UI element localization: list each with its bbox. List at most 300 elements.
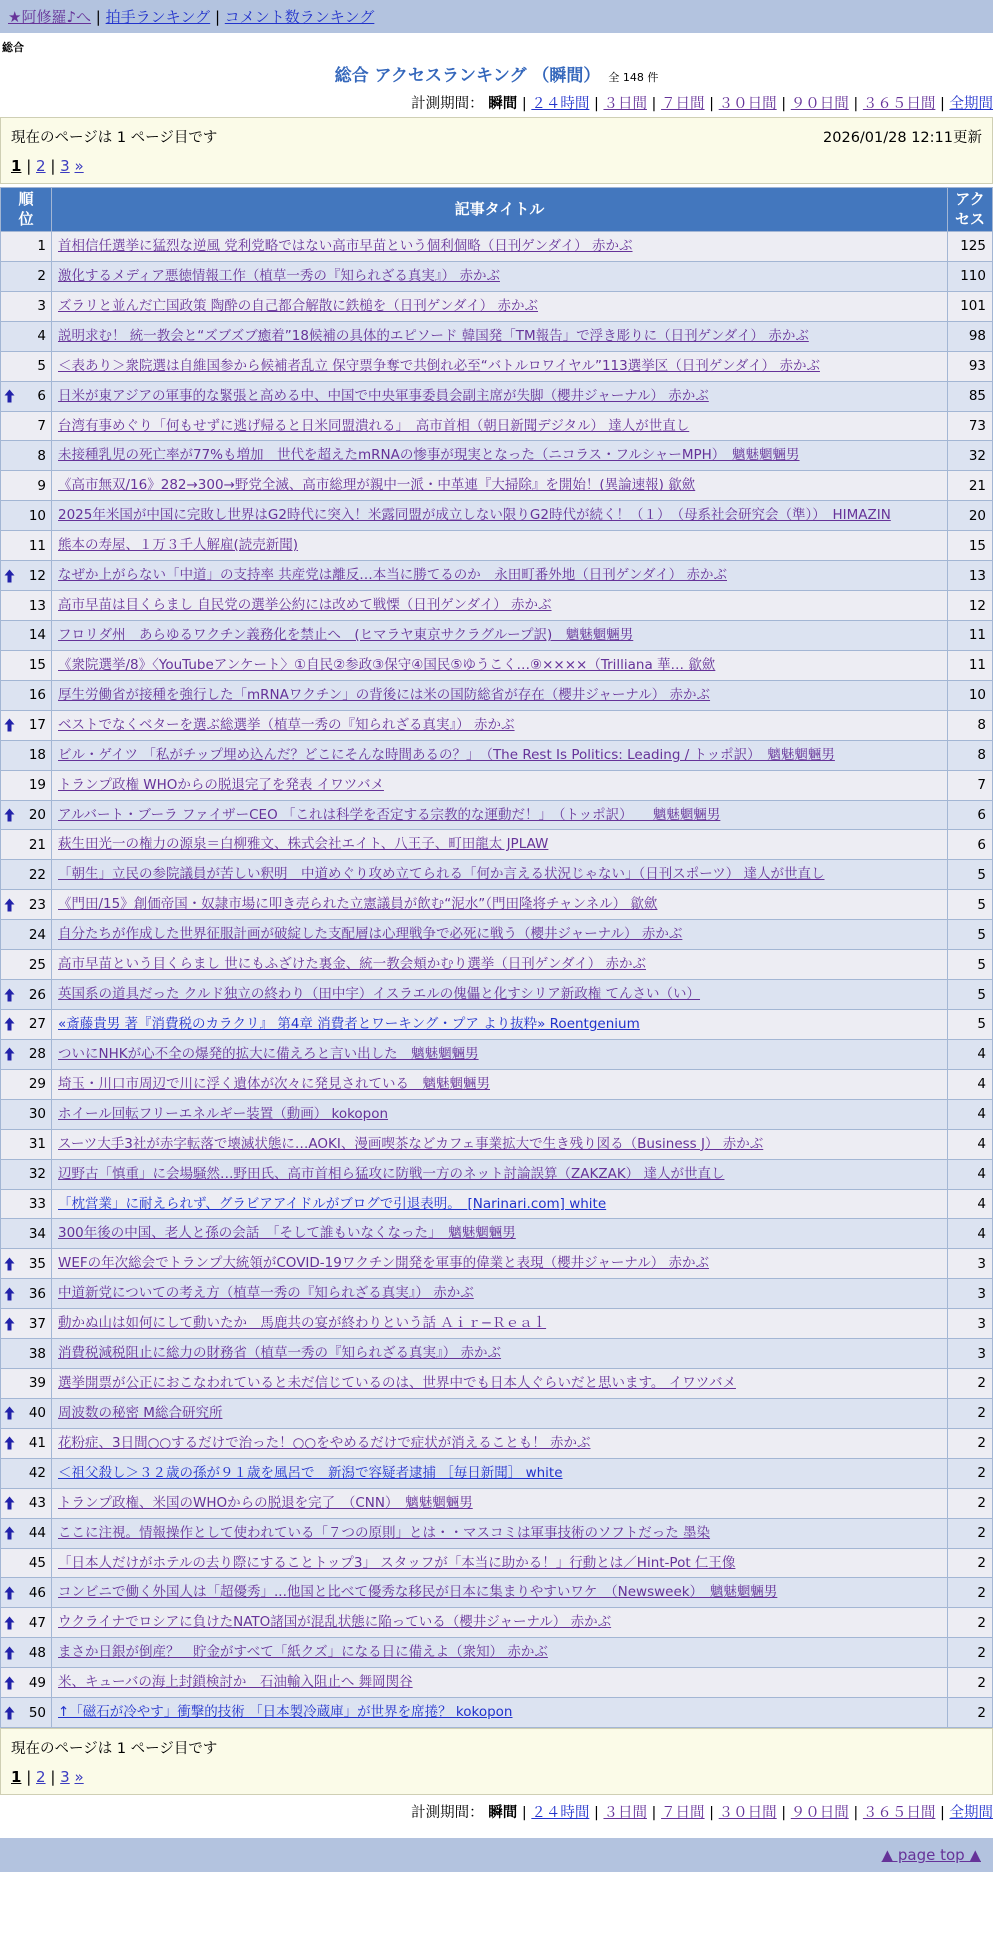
rank-number: 35 bbox=[28, 1255, 46, 1272]
article-link[interactable]: 300年後の中国、老人と孫の会話 「そして誰もいなくなった」 魑魅魍魎男 bbox=[58, 1225, 516, 1242]
page-top-link[interactable]: ▲ page top ▲ bbox=[881, 1846, 981, 1865]
access-count: 2 bbox=[948, 1548, 993, 1578]
article-link[interactable]: 台湾有事めぐり「何もせずに逃げ帰ると日米同盟潰れる」 高市首相（朝日新聞デジタル） 達人が世直し bbox=[58, 417, 690, 434]
rank-cell bbox=[1, 890, 52, 920]
table-row bbox=[1, 232, 993, 262]
table-row bbox=[1, 830, 993, 860]
table-row bbox=[1, 950, 993, 980]
rank-cell bbox=[1, 561, 52, 591]
rank-cell bbox=[1, 1189, 52, 1219]
access-count: 32 bbox=[948, 441, 993, 471]
article-link[interactable]: フロリダ州 あらゆるワクチン義務化を禁止へ (ヒマラヤ東京サクラグループ訳) 魑魅魍魎男 bbox=[58, 626, 634, 643]
title-cell bbox=[52, 620, 948, 650]
rank-cell bbox=[1, 471, 52, 501]
rank-number: 47 bbox=[28, 1614, 46, 1631]
separator: | bbox=[935, 1805, 950, 1822]
up-arrow-icon bbox=[4, 1706, 15, 1719]
rank-column-header: 順位 bbox=[18, 190, 34, 228]
rank-number: 16 bbox=[28, 687, 46, 704]
access-count: 98 bbox=[948, 321, 993, 351]
period-link[interactable]: ３６５日間 bbox=[862, 1805, 936, 1822]
rank-number: 50 bbox=[28, 1704, 46, 1721]
article-link[interactable]: まさか日銀が倒産？ 貯金がすべて「紙クズ」になる日に備えよ（衆知） 赤かぶ bbox=[58, 1644, 548, 1661]
title-cell bbox=[52, 1398, 948, 1428]
title-cell bbox=[52, 441, 948, 471]
separator: | bbox=[517, 1805, 532, 1822]
article-link[interactable]: 英国系の道具だった クルド独立の終わり（田中宇）イスラエルの傀儡と化すシリア新政権 てんさい（い） bbox=[58, 986, 701, 1003]
rank-cell bbox=[1, 232, 52, 262]
article-link[interactable]: アルバート・ブーラ ファイザーCEO 「これは科学を否定する宗教的な運動だ！」 （トッポ訳） 魑魅魍魎男 bbox=[58, 806, 721, 823]
period-link[interactable]: 全期間 bbox=[949, 1805, 993, 1822]
title-cell bbox=[52, 1129, 948, 1159]
title-cell bbox=[52, 591, 948, 621]
table-row bbox=[1, 650, 993, 680]
rank-cell bbox=[1, 1099, 52, 1129]
article-link[interactable]: «斎藤貴男 著『消費税のカラクリ』 第4章 消費者とワーキング・プア より抜粋» Roentgenium bbox=[58, 1015, 640, 1032]
pagination-link[interactable]: 2 bbox=[36, 157, 46, 175]
table-row bbox=[1, 1369, 993, 1399]
rank-number: 26 bbox=[28, 986, 46, 1003]
table-row bbox=[1, 620, 993, 650]
rank-number: 3 bbox=[37, 298, 46, 315]
access-count: 125 bbox=[948, 232, 993, 262]
separator: | bbox=[517, 96, 532, 112]
article-link[interactable]: 花粉症、3日間○○するだけで治った！○○をやめるだけで症状が消えることも！ 赤かぶ bbox=[58, 1434, 591, 1451]
period-link[interactable]: ３日間 bbox=[603, 1805, 647, 1822]
article-link[interactable]: 「日本人だけがホテルの去り際にすることトップ3」 スタッフが「本当に助かる！」行動とは／Hint-Pot 仁王像 bbox=[58, 1554, 736, 1571]
article-link[interactable]: 辺野古「慎重」に会場騒然…野田氏、高市首相ら猛攻に防戦一方のネット討論誤算（ZAKZAK） 達人が世直し bbox=[58, 1165, 725, 1182]
table-row bbox=[1, 1458, 993, 1488]
period-current: 瞬間 bbox=[488, 96, 518, 112]
rank-cell bbox=[1, 830, 52, 860]
rank-cell bbox=[1, 920, 52, 950]
access-count: 4 bbox=[948, 1159, 993, 1189]
rank-number: 41 bbox=[28, 1435, 46, 1452]
article-link[interactable]: 選挙開票が公正におこなわれていると未だ信じているのは、世界中でも日本人ぐらいだと思います。 イワツバメ bbox=[58, 1375, 736, 1392]
access-count: 2 bbox=[948, 1369, 993, 1399]
article-link[interactable]: 埼玉・川口市周辺で川に浮く遺体が次々に発見されている 魑魅魍魎男 bbox=[58, 1075, 490, 1092]
period-link[interactable]: ３０日間 bbox=[718, 96, 777, 112]
rank-number: 28 bbox=[28, 1046, 46, 1063]
table-row bbox=[1, 501, 993, 531]
access-count: 85 bbox=[948, 381, 993, 411]
access-count: 2 bbox=[948, 1518, 993, 1548]
article-link[interactable]: ホイール回転フリーエネルギー装置（動画） kokopon bbox=[58, 1105, 389, 1122]
pagination-next-link[interactable]: » bbox=[74, 157, 84, 175]
up-arrow-icon bbox=[4, 1527, 15, 1540]
access-count: 110 bbox=[948, 261, 993, 291]
article-link[interactable]: 動かぬ山は如何にして動いたか 馬鹿共の宴が終わりという話 Ａｉｒ−Ｒｅａｌ bbox=[58, 1315, 547, 1332]
title-cell bbox=[52, 1638, 948, 1668]
rank-cell bbox=[1, 1548, 52, 1578]
article-link[interactable]: トランプ政権 WHOからの脱退完了を発表 イワツバメ bbox=[58, 776, 384, 793]
table-row bbox=[1, 1309, 993, 1339]
article-link[interactable]: 周波数の秘密 M総合研究所 bbox=[58, 1404, 223, 1421]
rank-number: 39 bbox=[28, 1375, 46, 1392]
title-cell bbox=[52, 1578, 948, 1608]
up-arrow-icon bbox=[4, 1287, 15, 1300]
rank-number: 49 bbox=[28, 1674, 46, 1691]
up-arrow-icon bbox=[4, 1048, 15, 1061]
access-count: 11 bbox=[948, 620, 993, 650]
rank-cell bbox=[1, 591, 52, 621]
separator: | bbox=[646, 1805, 662, 1822]
title-cell bbox=[52, 800, 948, 830]
up-arrow-icon bbox=[4, 988, 15, 1001]
up-arrow-icon bbox=[4, 1646, 15, 1659]
table-row bbox=[1, 1159, 993, 1189]
rank-cell bbox=[1, 620, 52, 650]
up-arrow-icon bbox=[4, 569, 15, 582]
rank-number: 17 bbox=[28, 717, 46, 734]
access-count: 20 bbox=[948, 501, 993, 531]
title-cell bbox=[52, 1428, 948, 1458]
rank-number: 8 bbox=[37, 447, 46, 464]
period-link[interactable]: ７日間 bbox=[661, 1805, 705, 1822]
rank-number: 24 bbox=[28, 926, 46, 943]
article-link[interactable]: 「枕営業」に耐えられず、グラビアアイドルがブログで引退表明。 [Narinari.com] white bbox=[58, 1195, 607, 1212]
nav-link[interactable]: 拍手ランキング bbox=[105, 8, 211, 26]
access-count: 7 bbox=[948, 770, 993, 800]
rank-number: 15 bbox=[28, 657, 46, 674]
article-link[interactable]: 日米が東アジアの軍事的な緊張と高める中、中国で中央軍事委員会副主席が失脚（櫻井ジャーナル） 赤かぶ bbox=[58, 387, 709, 404]
separator: | bbox=[704, 1805, 719, 1822]
rank-number: 13 bbox=[28, 597, 46, 614]
title-cell bbox=[52, 291, 948, 321]
article-link[interactable]: 激化するメディア悪徳情報工作（植草一秀の『知られざる真実』） 赤かぶ bbox=[58, 267, 500, 284]
article-link[interactable]: 未接種乳児の死亡率が77%も増加 世代を超えたmRNAの惨事が現実となった（ニコラス・フルシャーMPH） 魑魅魍魎男 bbox=[58, 447, 800, 464]
period-link[interactable]: ３日間 bbox=[603, 96, 647, 112]
title-cell bbox=[52, 1488, 948, 1518]
rank-cell bbox=[1, 980, 52, 1010]
rank-cell bbox=[1, 531, 52, 561]
period-link[interactable]: ２４時間 bbox=[531, 96, 590, 112]
title-cell bbox=[52, 920, 948, 950]
article-link[interactable]: トランプ政権、米国のWHOからの脱退を完了 （CNN） 魑魅魍魎男 bbox=[58, 1494, 473, 1511]
rank-cell bbox=[1, 770, 52, 800]
access-count: 101 bbox=[948, 291, 993, 321]
rank-number: 29 bbox=[28, 1076, 46, 1093]
table-row bbox=[1, 860, 993, 890]
table-row bbox=[1, 1578, 993, 1608]
rank-cell bbox=[1, 710, 52, 740]
title-cell bbox=[52, 1249, 948, 1279]
title-cell bbox=[52, 1369, 948, 1399]
title-cell bbox=[52, 1039, 948, 1069]
separator: | bbox=[91, 8, 106, 26]
period-links bbox=[517, 96, 993, 112]
title-cell bbox=[52, 381, 948, 411]
rank-cell bbox=[1, 1129, 52, 1159]
period-link[interactable]: ７日間 bbox=[661, 96, 705, 112]
separator: | bbox=[935, 96, 950, 112]
access-count: 15 bbox=[948, 531, 993, 561]
current-page-text-bottom: 現在のページは 1 ページ目です bbox=[11, 1741, 218, 1758]
separator: | bbox=[45, 157, 61, 175]
nav-link[interactable]: コメント数ランキング bbox=[224, 8, 375, 26]
access-count: 2 bbox=[948, 1488, 993, 1518]
title-cell bbox=[52, 1668, 948, 1698]
separator: | bbox=[776, 96, 791, 112]
period-link[interactable]: 全期間 bbox=[949, 96, 993, 112]
table-row bbox=[1, 1668, 993, 1698]
title-cell bbox=[52, 232, 948, 262]
table-row bbox=[1, 471, 993, 501]
table-row bbox=[1, 1099, 993, 1129]
access-count: 5 bbox=[948, 950, 993, 980]
rank-cell bbox=[1, 1488, 52, 1518]
title-cell bbox=[52, 710, 948, 740]
table-row bbox=[1, 1219, 993, 1249]
article-link[interactable]: ＜祖父殺し＞３２歳の孫が９１歳を風呂で 新潟で容疑者逮捕 ［毎日新聞］ white bbox=[58, 1464, 563, 1481]
article-link[interactable]: 首相信任選挙に猛烈な逆風 党利党略ではない高市早苗という個利個略（日刊ゲンダイ） 赤かぶ bbox=[58, 238, 633, 254]
table-row bbox=[1, 261, 993, 291]
separator: | bbox=[776, 1805, 791, 1822]
separator: | bbox=[848, 1805, 863, 1822]
rank-cell bbox=[1, 1009, 52, 1039]
access-count: 6 bbox=[948, 830, 993, 860]
rank-number: 20 bbox=[28, 806, 46, 823]
pagination-link[interactable]: 2 bbox=[36, 1768, 46, 1787]
table-row bbox=[1, 1129, 993, 1159]
rank-cell bbox=[1, 411, 52, 441]
rank-cell bbox=[1, 1159, 52, 1189]
article-link[interactable]: コンビニで働く外国人は「超優秀」...他国と比べて優秀な移民が日本に集まりやすいワケ （Newsweek） 魑魅魍魎男 bbox=[58, 1584, 778, 1601]
title-cell bbox=[52, 1339, 948, 1369]
title-cell bbox=[52, 650, 948, 680]
table-row bbox=[1, 411, 993, 441]
article-link[interactable]: ＜表あり＞衆院選は自維国参から候補者乱立 保守票争奪で共倒れ必至“バトルロワイヤル”113選挙区（日刊ゲンダイ） 赤かぶ bbox=[58, 357, 820, 374]
title-cell bbox=[52, 1518, 948, 1548]
period-link[interactable]: ３０日間 bbox=[718, 1805, 777, 1822]
rank-cell bbox=[1, 1458, 52, 1488]
title-cell bbox=[52, 1279, 948, 1309]
access-count: 73 bbox=[948, 411, 993, 441]
separator: | bbox=[21, 157, 37, 175]
rank-number: 30 bbox=[28, 1106, 46, 1123]
title-column-header: 記事タイトル bbox=[52, 188, 948, 232]
access-count: 3 bbox=[948, 1309, 993, 1339]
period-link[interactable]: ２４時間 bbox=[531, 1805, 590, 1822]
access-count: 93 bbox=[948, 351, 993, 381]
page-title: 総合 アクセスランキング （瞬間） bbox=[334, 66, 601, 86]
up-arrow-icon bbox=[4, 1257, 15, 1270]
period-bar-top bbox=[0, 92, 993, 113]
ranking-table bbox=[0, 187, 993, 1728]
article-link[interactable]: 《門田/15》創価帝国・奴隷市場に叩き売られた立憲議員が飲む“泥水”（門田隆将チャンネル） 歙歛 bbox=[58, 896, 658, 913]
table-row bbox=[1, 321, 993, 351]
access-count: 5 bbox=[948, 980, 993, 1010]
rank-cell bbox=[1, 1069, 52, 1099]
rank-cell bbox=[1, 1369, 52, 1399]
separator: | bbox=[210, 8, 225, 26]
access-count: 21 bbox=[948, 471, 993, 501]
article-link[interactable]: 萩生田光一の権力の源泉＝白柳雅文、株式会社エイト、八王子、町田龍太 JPLAW bbox=[58, 836, 549, 853]
article-link[interactable]: なぜか上がらない「中道」の支持率 共産党は離反…本当に勝てるのか 永田町番外地（日刊ゲンダイ） 赤かぶ bbox=[58, 567, 728, 584]
period-link[interactable]: ９０日間 bbox=[790, 1805, 849, 1822]
article-link[interactable]: 説明求む！ 統一教会と“ズブズブ癒着”18候補の具体的エピソード 韓国発「TM報告」で浮き彫りに（日刊ゲンダイ） 赤かぶ bbox=[58, 327, 809, 344]
pagination-link[interactable]: 3 bbox=[60, 1768, 70, 1787]
rank-number: 42 bbox=[28, 1465, 46, 1482]
article-link[interactable]: 《高市無双/16》282→300→野党全滅、高市総理が親中一派・中革連『大掃除』を開始！(異論速報) 歙歛 bbox=[58, 477, 696, 494]
access-count: 2 bbox=[948, 1638, 993, 1668]
pagination-link[interactable]: 3 bbox=[60, 157, 70, 175]
article-link[interactable]: スーツ大手3社が赤字転落で壊滅状態に…AOKI、漫画喫茶などカフェ事業拡大で生き残り図る（Business J） 赤かぶ bbox=[58, 1135, 764, 1152]
table-row bbox=[1, 561, 993, 591]
access-count: 4 bbox=[948, 1129, 993, 1159]
access-count: 4 bbox=[948, 1069, 993, 1099]
separator: | bbox=[646, 96, 662, 112]
rank-number: 33 bbox=[28, 1195, 46, 1212]
table-row bbox=[1, 1488, 993, 1518]
article-link[interactable]: ↑「磁石が冷やす」衝撃的技術 「日本製冷蔵庫」が世界を席捲？ kokopon bbox=[58, 1704, 513, 1721]
access-count: 12 bbox=[948, 591, 993, 621]
article-link[interactable]: 消費税減税阻止に総力の財務省（植草一秀の『知られざる真実』） 赤かぶ bbox=[58, 1345, 502, 1362]
table-row bbox=[1, 441, 993, 471]
rank-cell bbox=[1, 291, 52, 321]
pagination-next-link[interactable]: » bbox=[74, 1768, 84, 1787]
separator: | bbox=[589, 96, 604, 112]
article-link[interactable]: ズラリと並んだ亡国政策 陶酔の自己都合解散に鉄槌を（日刊ゲンダイ） 赤かぶ bbox=[58, 297, 539, 314]
title-line bbox=[0, 61, 993, 86]
table-row bbox=[1, 920, 993, 950]
title-cell bbox=[52, 501, 948, 531]
rank-number: 44 bbox=[28, 1525, 46, 1542]
access-count: 2 bbox=[948, 1698, 993, 1728]
table-row bbox=[1, 800, 993, 830]
rank-number: 4 bbox=[37, 328, 46, 345]
table-row bbox=[1, 1548, 993, 1578]
rank-number: 37 bbox=[28, 1315, 46, 1332]
table-row bbox=[1, 1638, 993, 1668]
title-cell bbox=[52, 1009, 948, 1039]
rank-cell bbox=[1, 1219, 52, 1249]
access-count: 5 bbox=[948, 1009, 993, 1039]
article-link[interactable]: 高市早苗は目くらまし 自民党の選挙公約には改めて戦慄（日刊ゲンダイ） 赤かぶ bbox=[58, 597, 552, 614]
article-link[interactable]: 中道新党についての考え方（植草一秀の『知られざる真実』） 赤かぶ bbox=[58, 1285, 474, 1302]
rank-number: 6 bbox=[37, 388, 46, 405]
ranking-table-body bbox=[1, 232, 993, 1728]
rank-number: 5 bbox=[37, 358, 46, 375]
title-cell bbox=[52, 471, 948, 501]
rank-number: 38 bbox=[28, 1345, 46, 1362]
up-arrow-icon bbox=[4, 1018, 15, 1031]
access-count: 2 bbox=[948, 1668, 993, 1698]
table-row bbox=[1, 1698, 993, 1728]
rank-number: 32 bbox=[28, 1166, 46, 1183]
rank-cell bbox=[1, 1339, 52, 1369]
article-link[interactable]: 《衆院選挙/8》〈YouTubeアンケート〉①自民②参政③保守④国民⑤ゆうこく…⑨××××（Trilliana 華… 歙歛 bbox=[58, 656, 716, 673]
title-cell bbox=[52, 1309, 948, 1339]
table-row bbox=[1, 531, 993, 561]
table-row bbox=[1, 890, 993, 920]
rank-number: 22 bbox=[28, 866, 46, 883]
nav-link[interactable]: ★阿修羅♪へ bbox=[8, 8, 92, 26]
period-link[interactable]: ９０日間 bbox=[790, 96, 849, 112]
period-label-bottom: 計測期間： bbox=[411, 1805, 484, 1822]
article-link[interactable]: ついにNHKが心不全の爆発的拡大に備えろと言い出した 魑魅魍魎男 bbox=[58, 1045, 479, 1062]
article-link[interactable]: 熊本の寿屋、１万３千人解雇(読売新聞) bbox=[58, 537, 299, 554]
title-cell bbox=[52, 770, 948, 800]
up-arrow-icon bbox=[4, 1676, 15, 1689]
access-count: 6 bbox=[948, 800, 993, 830]
article-link[interactable]: 2025年米国が中国に完敗し世界はG2時代に突入！米露同盟が成立しない限りG2時代が続く！（１） （母系社会研究会（準）） HIMAZIN bbox=[58, 507, 891, 524]
access-count: 2 bbox=[948, 1428, 993, 1458]
rank-number: 18 bbox=[28, 747, 46, 764]
table-row bbox=[1, 710, 993, 740]
title-cell bbox=[52, 321, 948, 351]
table-header-row bbox=[1, 188, 993, 232]
rank-cell bbox=[1, 261, 52, 291]
separator: | bbox=[704, 96, 719, 112]
title-cell bbox=[52, 830, 948, 860]
table-row bbox=[1, 1608, 993, 1638]
total-count: 全 148 件 bbox=[608, 71, 659, 84]
access-count: 4 bbox=[948, 1039, 993, 1069]
article-link[interactable]: 高市早苗という目くらまし 世にもふざけた裏金、統一教会頬かむり選挙（日刊ゲンダイ） 赤かぶ bbox=[58, 956, 647, 973]
rank-cell bbox=[1, 950, 52, 980]
current-page-text: 現在のページは 1 ページ目です bbox=[11, 130, 218, 146]
rank-number: 10 bbox=[28, 507, 46, 524]
period-bar-bottom bbox=[0, 1801, 993, 1822]
article-link[interactable]: 米、キューバの海上封鎖検討か 石油輸入阻止へ 舞岡関谷 bbox=[58, 1674, 413, 1691]
article-link[interactable]: WEFの年次総会でトランプ大統領がCOVID-19ワクチン開発を軍事的偉業と表現（櫻井ジャーナル） 赤かぶ bbox=[58, 1255, 710, 1272]
article-link[interactable]: 「朝生」立民の参院議員が苦しい釈明 中道めぐり攻め立てられる「何か言える状況じゃない」（日刊スポーツ） 達人が世直し bbox=[58, 866, 825, 883]
rank-cell bbox=[1, 1249, 52, 1279]
article-link[interactable]: ここに注視。情報操作として使われている「７つの原則」とは・・マスコミは軍事技術のソフトだった 墨染 bbox=[58, 1524, 711, 1541]
access-count: 2 bbox=[948, 1458, 993, 1488]
period-link[interactable]: ３６５日間 bbox=[862, 96, 936, 112]
period-label: 計測期間： bbox=[411, 96, 484, 112]
access-count: 11 bbox=[948, 650, 993, 680]
article-link[interactable]: 厚生労働省が接種を強行した「mRNAワクチン」の背後には米の国防総省が存在（櫻井ジャーナル） 赤かぶ bbox=[58, 686, 711, 703]
rank-number: 36 bbox=[28, 1285, 46, 1302]
rank-number: 21 bbox=[28, 836, 46, 853]
article-link[interactable]: ウクライナでロシアに負けたNATO諸国が混乱状態に陥っている（櫻井ジャーナル） 赤かぶ bbox=[58, 1614, 612, 1631]
rank-cell bbox=[1, 1428, 52, 1458]
rank-number: 31 bbox=[28, 1136, 46, 1153]
up-arrow-icon bbox=[4, 1437, 15, 1450]
title-cell bbox=[52, 411, 948, 441]
access-count: 5 bbox=[948, 920, 993, 950]
rank-cell bbox=[1, 680, 52, 710]
table-row bbox=[1, 1189, 993, 1219]
rank-cell bbox=[1, 1698, 52, 1728]
rank-number: 11 bbox=[28, 537, 46, 554]
rank-cell bbox=[1, 740, 52, 770]
table-row bbox=[1, 351, 993, 381]
info-box-bottom bbox=[0, 1728, 993, 1795]
title-cell bbox=[52, 1099, 948, 1129]
rank-cell bbox=[1, 1608, 52, 1638]
updated-timestamp: 2026/01/28 12:11更新 bbox=[823, 130, 982, 146]
table-row bbox=[1, 291, 993, 321]
table-row bbox=[1, 1339, 993, 1369]
rank-cell bbox=[1, 351, 52, 381]
rank-cell bbox=[1, 381, 52, 411]
rank-cell bbox=[1, 441, 52, 471]
rank-cell bbox=[1, 650, 52, 680]
article-link[interactable]: ベストでなくベターを選ぶ総選挙（植草一秀の『知られざる真実』） 赤かぶ bbox=[58, 716, 515, 733]
table-row bbox=[1, 1398, 993, 1428]
title-cell bbox=[52, 1548, 948, 1578]
title-cell bbox=[52, 1458, 948, 1488]
article-link[interactable]: 自分たちが作成した世界征服計画が破綻した支配層は心理戦争で必死に戦う（櫻井ジャーナル） 赤かぶ bbox=[58, 926, 683, 943]
pagination-current: 1 bbox=[11, 1768, 22, 1787]
article-link[interactable]: ビル・ゲイツ 「私がチップ埋め込んだ？どこにそんな時間あるの？」 （The Rest Is Politics: Leading / トッポ訳） 魑魅魍魎男 bbox=[58, 746, 835, 763]
up-arrow-icon bbox=[4, 1616, 15, 1629]
access-column-header: アクセス bbox=[954, 190, 985, 228]
